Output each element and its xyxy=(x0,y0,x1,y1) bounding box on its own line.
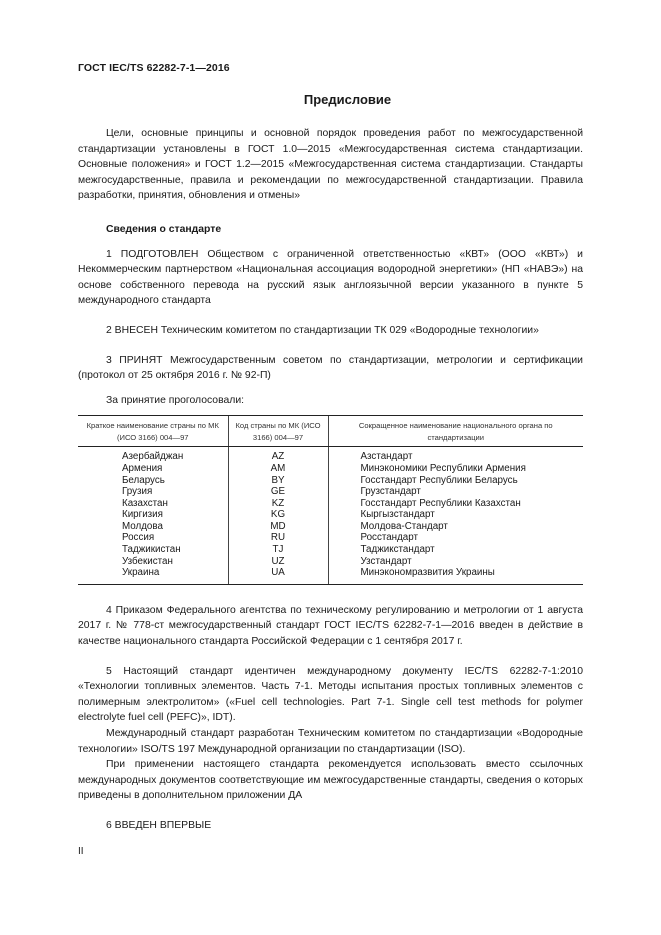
section-heading: Сведения о стандарте xyxy=(106,223,222,235)
standards-body-cell: Госстандарт Республики Беларусь xyxy=(328,475,583,487)
table-header-row xyxy=(78,416,583,447)
country-cell: Таджикистан xyxy=(122,544,181,556)
column-header-code: Код страны по МК (ИСО 3166) 004—97 xyxy=(228,416,328,447)
country-cell: Молдова xyxy=(122,520,163,532)
table-row xyxy=(78,475,583,487)
item-3-paragraph: 3 ПРИНЯТ Межгосударственным советом по стандартизации, метрологии и сертификации (протокол от 25 октября 2016 г. № 92-П) xyxy=(78,354,583,382)
country-cell: Грузия xyxy=(122,486,153,498)
table-row xyxy=(78,463,583,475)
item-5-paragraph: 5 Настоящий стандарт идентичен международному документу IEC/TS 62282-7-1:2010 «Технологии топливных элементов. Часть 7-1. Методы испытания простых топливных элементов с полимерным электролитом» («Fuel cell technologies. Part 7-1. Single cell test methods for polymer electrolyte fuel cell (PEFC)», IDT). xyxy=(78,665,583,724)
table-row xyxy=(78,532,583,544)
country-code-cell: UA xyxy=(228,567,328,584)
country-code-cell: BY xyxy=(228,475,328,487)
table-row xyxy=(78,447,583,463)
standards-body-cell: Таджикстандарт xyxy=(328,544,583,556)
standards-body-cell: Госстандарт Республики Казахстан xyxy=(328,498,583,510)
country-cell: Киргизия xyxy=(122,509,163,521)
country-code-cell: AZ xyxy=(228,447,328,463)
column-header-body: Сокращенное наименование национального органа по стандартизации xyxy=(328,416,583,447)
country-code-cell: AM xyxy=(228,463,328,475)
voting-countries-table xyxy=(78,415,583,585)
page-number: II xyxy=(78,846,84,857)
table-row xyxy=(78,544,583,556)
country-code-cell: KG xyxy=(228,509,328,521)
country-code-cell: RU xyxy=(228,532,328,544)
table-row xyxy=(78,509,583,521)
table-row xyxy=(78,567,583,584)
table-row xyxy=(78,521,583,533)
country-cell: Азербайджан xyxy=(122,451,184,463)
standards-body-cell: Минэкономики Республики Армения xyxy=(328,463,583,475)
standards-body-cell: Кыргызстандарт xyxy=(328,509,583,521)
country-code-cell: GE xyxy=(228,486,328,498)
item-6-paragraph: 6 ВВЕДЕН ВПЕРВЫЕ xyxy=(106,819,212,831)
item-5-international-paragraph: Международный стандарт разработан Техническим комитетом по стандартизации «Водородные технологии» ISO/TS 197 Международной организации по стандартизации (ISO). xyxy=(78,728,583,755)
vote-intro: За принятие проголосовали: xyxy=(106,394,245,406)
country-code-cell: UZ xyxy=(228,556,328,568)
country-cell: Армения xyxy=(122,462,163,474)
country-code-cell: TJ xyxy=(228,544,328,556)
country-cell: Беларусь xyxy=(122,474,165,486)
intro-paragraph: Цели, основные принципы и основной порядок проведения работ по межгосударственной стандартизации установлены в ГОСТ 1.0—2015 «Межгосударственная система стандартизации. Основные положения» и ГОСТ 1.2—2015 «Межгосударственная система стандартизации. Стандарты межгосударственные, правила и рекомендации по межгосударственной стандартизации. Правила разработки, принятия, обновления и отмены» xyxy=(78,128,583,202)
item-2-paragraph: 2 ВНЕСЕН Техническим комитетом по стандартизации ТК 029 «Водородные технологии» xyxy=(106,324,539,336)
standards-body-cell: Грузстандарт xyxy=(328,486,583,498)
country-code-cell: KZ xyxy=(228,498,328,510)
standards-body-cell: Молдова-Стандарт xyxy=(328,521,583,533)
country-cell: Россия xyxy=(122,532,155,544)
table-row xyxy=(78,556,583,568)
document-code: ГОСТ IEC/TS 62282-7-1—2016 xyxy=(78,62,230,74)
standards-body-cell: Росстандарт xyxy=(328,532,583,544)
table-body xyxy=(78,447,583,585)
table-row xyxy=(78,498,583,510)
column-header-country: Краткое наименование страны по МК (ИСО 3166) 004—97 xyxy=(78,416,228,447)
country-cell: Узбекистан xyxy=(122,555,173,567)
item-4-paragraph: 4 Приказом Федерального агентства по техническому регулированию и метрологии от 1 августа 2017 г. № 778-ст межгосударственный стандарт ГОСТ IEC/TS 62282-7-1—2016 введен в действие в качестве национального стандарта Российской Федерации с 1 сентября 2017 г. xyxy=(78,604,583,648)
table-row xyxy=(78,486,583,498)
page-title: Предисловие xyxy=(303,92,392,107)
item-1-paragraph: 1 ПОДГОТОВЛЕН Обществом с ограниченной ответственностью «КВТ» (ООО «КВТ») и Некоммерческим партнерством «Национальная ассоциация водородной энергетики» (НП «НАВЭ») на основе собственного перевода на русский язык англоязычной версии указанного в пункте 5 международного стандарта xyxy=(78,248,583,307)
standards-body-cell: Узстандарт xyxy=(328,556,583,568)
country-code-cell: MD xyxy=(228,521,328,533)
document-body xyxy=(78,126,583,834)
item-5-usage-paragraph: При применении настоящего стандарта рекомендуется использовать вместо ссылочных международных документов соответствующие им межгосударственные стандарты, сведения о которых приведены в дополнительном приложении ДА xyxy=(78,759,583,802)
standards-body-cell: Азстандарт xyxy=(328,447,583,463)
country-cell: Украина xyxy=(78,567,228,584)
country-cell: Казахстан xyxy=(122,497,168,509)
standards-body-cell: Минэкономразвития Украины xyxy=(328,567,583,584)
